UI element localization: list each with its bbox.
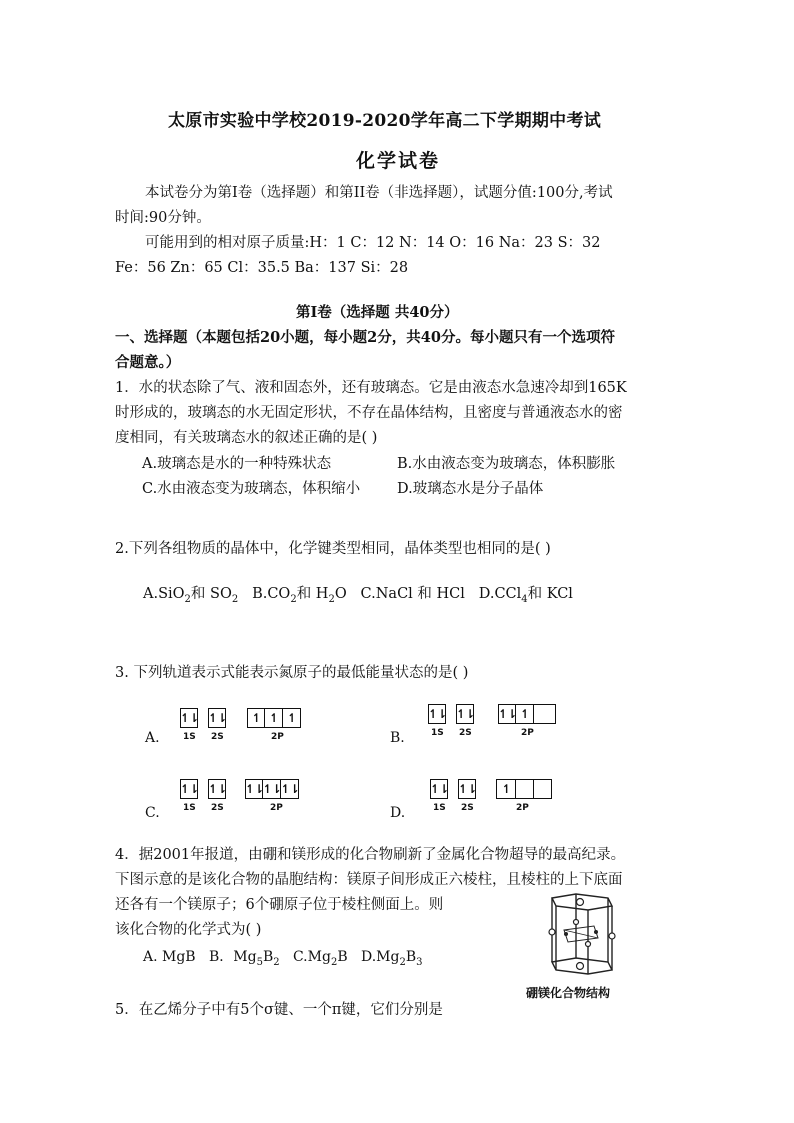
- q3-option-d-letter: D.: [390, 805, 406, 821]
- q4-line-1: 4．据2001年报道，由硼和镁形成的化合物刷新了金属化合物超导的最高纪录。: [115, 847, 626, 863]
- q3-option-b-letter: B.: [390, 730, 405, 746]
- q3-b-label-2s: 2S: [459, 728, 472, 738]
- intro-line-2: 时间:90分钟。: [115, 210, 211, 226]
- section-instructions-1: 一、选择题（本题包括20小题，每小题2分，共40分。每小题只有一个选项符: [115, 329, 615, 346]
- q2-option-a: A.SiO$_2$和 $SO_2$: [143, 586, 239, 605]
- q4-options: [143, 946, 423, 968]
- q3-a-1s-orbital: ↿⇂: [180, 708, 198, 728]
- q4-option-c: $C.Mg_2B$: [292, 949, 348, 968]
- q2-option-d: D.CCl$_4$和 KCl: [478, 586, 573, 605]
- q4-line-4: 该化合物的化学式为( ): [115, 922, 262, 938]
- q3-d-label-1s: 1S: [433, 803, 446, 813]
- atomic-mass-line-1: 可能用到的相对原子质量:H：1 C：12 N：14 O：16 Na：23 S：32: [145, 235, 601, 251]
- q4-option-d: $D.Mg_2B_3$: [360, 949, 423, 968]
- q3-a-label-1s: 1S: [183, 732, 196, 742]
- q1-option-a: A.玻璃态是水的一种特殊状态: [142, 456, 332, 472]
- q3-option-c-letter: C.: [145, 805, 160, 821]
- q3-b-1s-orbital: ↿⇂: [428, 704, 446, 724]
- atomic-mass-line-2: Fe：56 Zn：65 Cl：35.5 Ba：137 Si：28: [115, 260, 409, 276]
- q1-option-b: B.水由液态变为玻璃态，体积膨胀: [397, 456, 616, 472]
- q3-a-label-2s: 2S: [211, 732, 224, 742]
- intro-line-1: 本试卷分为第Ⅰ卷（选择题）和第II卷（非选择题），试题分值:100分,考试: [145, 185, 613, 201]
- q3-d-label-2p: 2P: [516, 803, 529, 813]
- q4-line-2: 下图示意的是该化合物的晶胞结构：镁原子间形成正六棱柱，且棱柱的上下底面: [115, 872, 623, 888]
- q3-stem: 3. 下列轨道表示式能表示氮原子的最低能量状态的是( ): [115, 665, 469, 681]
- q3-c-1s-orbital: ↿⇂: [180, 779, 198, 799]
- q4-option-a: A. MgB: [143, 949, 196, 965]
- q1-line-2: 时形成的，玻璃态的水无固定形状，不存在晶体结构，且密度与普通液态水的密: [115, 405, 623, 421]
- q3-option-a-letter: A.: [145, 730, 160, 746]
- q1-line-3: 度相同，有关玻璃态水的叙述正确的是( ): [115, 430, 378, 446]
- q2-stem: 2.下列各组物质的晶体中，化学键类型相同，晶体类型也相同的是( ): [115, 541, 551, 557]
- q3-b-2p-orbital: ↿⇂ ↿: [498, 704, 556, 724]
- q1-option-d: D.玻璃态水是分子晶体: [397, 481, 544, 497]
- q5-stem: 5．在乙烯分子中有5个σ键、一个π键，它们分别是: [115, 1002, 443, 1018]
- q1-line-1: 1．水的状态除了气、液和固态外，还有玻璃态。它是由液态水急速冷却到165K: [115, 380, 627, 396]
- crystal-structure-figure: [532, 892, 630, 980]
- q3-d-2p-orbital: ↿: [496, 779, 552, 799]
- crystal-structure-caption: 硼镁化合物结构: [526, 986, 611, 1000]
- part1-heading: 第Ⅰ卷（选择题 共40分）: [296, 304, 459, 321]
- q3-c-label-2p: 2P: [270, 803, 283, 813]
- exam-title: 太原市实验中学校2019-2020学年高二下学期期中考试: [168, 111, 602, 131]
- q2-option-c: C.NaCl 和 HCl: [360, 586, 465, 602]
- q4-line-3: 还各有一个镁原子；6个硼原子位于棱柱侧面上。则: [115, 897, 444, 913]
- q3-c-label-1s: 1S: [183, 803, 196, 813]
- q1-option-c: C.水由液态变为玻璃态，体积缩小: [142, 481, 361, 497]
- q3-b-label-2p: 2P: [521, 728, 534, 738]
- q4-option-b: B．$Mg_5B_2$: [208, 949, 280, 968]
- q3-b-label-1s: 1S: [431, 728, 444, 738]
- q2-options: [143, 581, 573, 613]
- q3-a-label-2p: 2P: [271, 732, 284, 742]
- q3-c-label-2s: 2S: [211, 803, 224, 813]
- q3-c-2p-orbital: ↿⇂ ↿⇂ ↿⇂: [245, 779, 299, 799]
- q3-a-2s-orbital: ↿⇂: [208, 708, 226, 728]
- q3-b-2s-orbital: ↿⇂: [456, 704, 474, 724]
- q3-d-1s-orbital: ↿⇂: [430, 779, 448, 799]
- q3-d-label-2s: 2S: [461, 803, 474, 813]
- q3-a-2p-orbital: ↿ ↿ ↿: [247, 708, 301, 728]
- q3-c-2s-orbital: ↿⇂: [208, 779, 226, 799]
- exam-subtitle: 化学试卷: [356, 150, 441, 172]
- section-instructions-2: 合题意。）: [115, 354, 181, 371]
- q2-option-b: $B.CO_2$和 $H_2O$: [252, 586, 347, 605]
- q3-d-2s-orbital: ↿⇂: [458, 779, 476, 799]
